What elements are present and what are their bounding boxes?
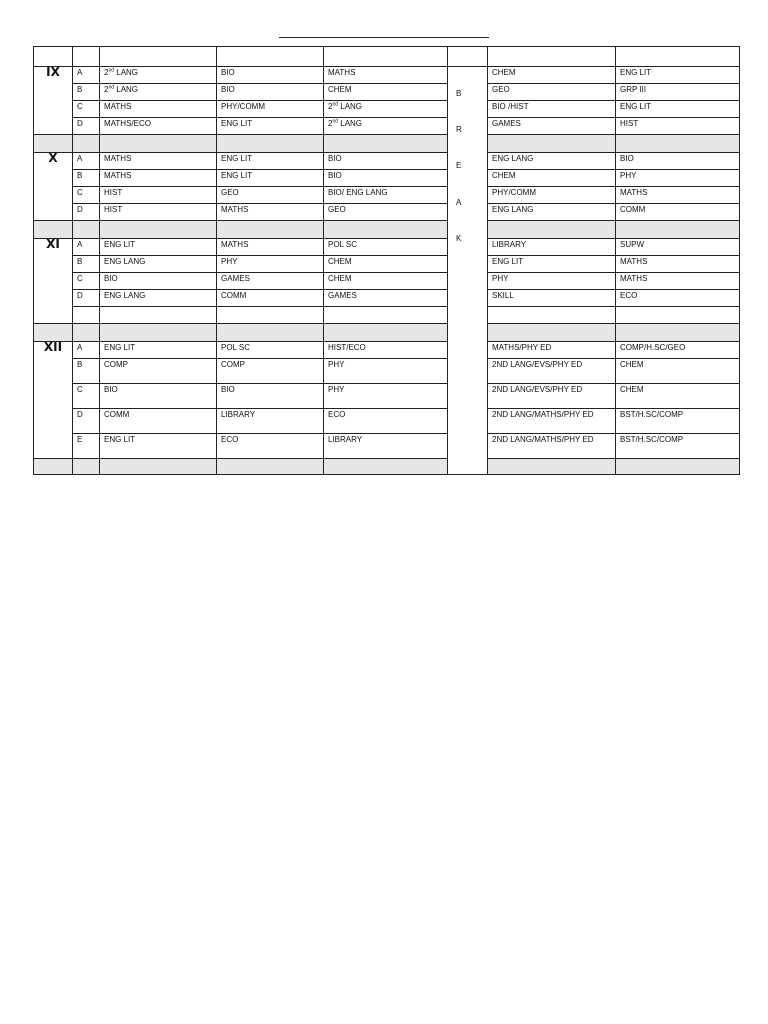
- table-row: [34, 153, 740, 170]
- period-5-cell: MATHS: [616, 273, 740, 290]
- period-4-cell: ENG LIT: [488, 256, 616, 273]
- period-5-cell: MATHS: [616, 256, 740, 273]
- section-cell: E: [73, 434, 100, 459]
- period-4-cell: PHY: [488, 273, 616, 290]
- period-2-cell: BIO: [217, 84, 324, 101]
- footer-cell: [488, 459, 616, 475]
- section-cell: C: [73, 101, 100, 118]
- table-row: [34, 409, 740, 434]
- period-5-cell: MATHS: [616, 187, 740, 204]
- period-5-cell: BST/H.SC/COMP: [616, 434, 740, 459]
- table-row: [34, 170, 740, 187]
- section-cell: A: [73, 342, 100, 359]
- period-4-cell: 2ND LANG/MATHS/PHY ED: [488, 409, 616, 434]
- period-5-cell: ECO: [616, 290, 740, 307]
- separator-cell: [324, 324, 448, 342]
- period-4-cell: ENG LANG: [488, 153, 616, 170]
- period-4-cell: 2ND LANG/MATHS/PHY ED: [488, 434, 616, 459]
- blank-cell: [73, 307, 100, 324]
- table-row: [34, 342, 740, 359]
- section-cell: D: [73, 118, 100, 135]
- period-4-cell: CHEM: [488, 67, 616, 84]
- separator-cell: [616, 135, 740, 153]
- period-4-cell: ENG LANG: [488, 204, 616, 221]
- section-cell: B: [73, 170, 100, 187]
- period-4-cell: LIBRARY: [488, 239, 616, 256]
- section-cell: B: [73, 256, 100, 273]
- period-1-cell: MATHS/ECO: [100, 118, 217, 135]
- period-3-cell: PHY: [324, 384, 448, 409]
- period-3-cell: ECO: [324, 409, 448, 434]
- period-1-cell: 2nd LANG: [100, 84, 217, 101]
- footer-cell: [217, 459, 324, 475]
- blank-cell: [324, 307, 448, 324]
- period-4-cell: MATHS/PHY ED: [488, 342, 616, 359]
- period-2-cell: ENG LIT: [217, 118, 324, 135]
- table-row: [34, 187, 740, 204]
- section-cell: A: [73, 239, 100, 256]
- period-1-cell: BIO: [100, 273, 217, 290]
- section-cell: A: [73, 153, 100, 170]
- separator-cell: [34, 135, 73, 153]
- header-cell: [100, 47, 217, 67]
- break-letter: B: [456, 89, 462, 98]
- header-cell: [73, 47, 100, 67]
- period-5-cell: BST/H.SC/COMP: [616, 409, 740, 434]
- header-row: [34, 47, 740, 67]
- table-row: [34, 256, 740, 273]
- blank-row: [34, 307, 740, 324]
- period-1-cell: ENG LANG: [100, 256, 217, 273]
- period-1-cell: MATHS: [100, 153, 217, 170]
- period-5-cell: CHEM: [616, 384, 740, 409]
- table-row: [34, 384, 740, 409]
- period-2-cell: POL SC: [217, 342, 324, 359]
- period-4-cell: 2ND LANG/EVS/PHY ED: [488, 384, 616, 409]
- period-2-cell: ENG LIT: [217, 170, 324, 187]
- period-2-cell: GEO: [217, 187, 324, 204]
- period-1-cell: HIST: [100, 187, 217, 204]
- header-cell: [217, 47, 324, 67]
- period-3-cell: CHEM: [324, 273, 448, 290]
- section-cell: C: [73, 384, 100, 409]
- table-row: [34, 290, 740, 307]
- period-1-cell: COMP: [100, 359, 217, 384]
- table-row: [34, 84, 740, 101]
- footer-cell: [100, 459, 217, 475]
- class-label: XI: [34, 239, 73, 324]
- period-2-cell: ECO: [217, 434, 324, 459]
- header-cell: [616, 47, 740, 67]
- separator-cell: [488, 324, 616, 342]
- break-letter: R: [456, 125, 462, 134]
- table-row: [34, 239, 740, 256]
- section-cell: C: [73, 273, 100, 290]
- footer-cell: [73, 459, 100, 475]
- separator-cell: [488, 221, 616, 239]
- break-letter: K: [456, 234, 462, 243]
- period-5-cell: HIST: [616, 118, 740, 135]
- class-label: IX: [34, 67, 73, 135]
- blank-cell: [616, 307, 740, 324]
- table-row: [34, 434, 740, 459]
- period-5-cell: PHY: [616, 170, 740, 187]
- header-cell: [488, 47, 616, 67]
- period-5-cell: CHEM: [616, 359, 740, 384]
- period-3-cell: POL SC: [324, 239, 448, 256]
- period-3-cell: 2nd LANG: [324, 118, 448, 135]
- separator-row: [34, 324, 740, 342]
- period-2-cell: MATHS: [217, 239, 324, 256]
- class-label: XII: [34, 342, 73, 459]
- break-column: [448, 67, 488, 475]
- period-1-cell: COMM: [100, 409, 217, 434]
- table-row: [34, 204, 740, 221]
- period-2-cell: PHY: [217, 256, 324, 273]
- period-1-cell: ENG LIT: [100, 342, 217, 359]
- period-3-cell: CHEM: [324, 84, 448, 101]
- period-2-cell: COMP: [217, 359, 324, 384]
- footer-cell: [34, 459, 73, 475]
- section-cell: B: [73, 359, 100, 384]
- period-5-cell: ENG LIT: [616, 101, 740, 118]
- timetable: [33, 46, 740, 475]
- period-3-cell: MATHS: [324, 67, 448, 84]
- period-2-cell: PHY/COMM: [217, 101, 324, 118]
- section-cell: D: [73, 409, 100, 434]
- separator-cell: [324, 135, 448, 153]
- period-3-cell: CHEM: [324, 256, 448, 273]
- period-3-cell: BIO: [324, 170, 448, 187]
- period-4-cell: GAMES: [488, 118, 616, 135]
- break-letter: A: [456, 198, 462, 207]
- break-letter: E: [456, 161, 462, 170]
- period-3-cell: 2nd LANG: [324, 101, 448, 118]
- blank-cell: [217, 307, 324, 324]
- period-3-cell: BIO: [324, 153, 448, 170]
- period-4-cell: GEO: [488, 84, 616, 101]
- period-5-cell: COMM: [616, 204, 740, 221]
- period-5-cell: GRP III: [616, 84, 740, 101]
- period-3-cell: BIO/ ENG LANG: [324, 187, 448, 204]
- section-cell: D: [73, 204, 100, 221]
- period-2-cell: MATHS: [217, 204, 324, 221]
- period-5-cell: COMP/H.SC/GEO: [616, 342, 740, 359]
- separator-cell: [217, 221, 324, 239]
- blank-cell: [488, 307, 616, 324]
- footer-cell: [616, 459, 740, 475]
- separator-cell: [34, 324, 73, 342]
- period-2-cell: BIO: [217, 67, 324, 84]
- period-3-cell: HIST/ECO: [324, 342, 448, 359]
- period-5-cell: ENG LIT: [616, 67, 740, 84]
- header-cell: [448, 47, 488, 67]
- period-1-cell: 2nd LANG: [100, 67, 217, 84]
- period-3-cell: PHY: [324, 359, 448, 384]
- table-row: [34, 101, 740, 118]
- separator-cell: [73, 135, 100, 153]
- separator-cell: [100, 324, 217, 342]
- section-cell: C: [73, 187, 100, 204]
- period-4-cell: PHY/COMM: [488, 187, 616, 204]
- separator-cell: [73, 221, 100, 239]
- separator-cell: [73, 324, 100, 342]
- section-cell: B: [73, 84, 100, 101]
- class-label: X: [34, 153, 73, 221]
- period-2-cell: ENG LIT: [217, 153, 324, 170]
- period-3-cell: GEO: [324, 204, 448, 221]
- period-2-cell: LIBRARY: [217, 409, 324, 434]
- period-1-cell: ENG LIT: [100, 434, 217, 459]
- separator-row: [34, 135, 740, 153]
- period-1-cell: BIO: [100, 384, 217, 409]
- table-row: [34, 118, 740, 135]
- table-row: [34, 359, 740, 384]
- period-2-cell: BIO: [217, 384, 324, 409]
- footer-row: [34, 459, 740, 475]
- separator-cell: [100, 221, 217, 239]
- section-cell: A: [73, 67, 100, 84]
- period-3-cell: GAMES: [324, 290, 448, 307]
- table-row: [34, 67, 740, 84]
- table-row: [34, 273, 740, 290]
- period-4-cell: BIO /HIST: [488, 101, 616, 118]
- period-4-cell: SKILL: [488, 290, 616, 307]
- separator-cell: [217, 135, 324, 153]
- separator-cell: [34, 221, 73, 239]
- separator-cell: [324, 221, 448, 239]
- separator-cell: [100, 135, 217, 153]
- separator-cell: [616, 324, 740, 342]
- period-1-cell: ENG LIT: [100, 239, 217, 256]
- separator-row: [34, 221, 740, 239]
- separator-cell: [488, 135, 616, 153]
- header-cell: [34, 47, 73, 67]
- period-5-cell: BIO: [616, 153, 740, 170]
- header-cell: [324, 47, 448, 67]
- period-1-cell: MATHS: [100, 170, 217, 187]
- period-1-cell: ENG LANG: [100, 290, 217, 307]
- separator-cell: [217, 324, 324, 342]
- period-2-cell: COMM: [217, 290, 324, 307]
- period-4-cell: CHEM: [488, 170, 616, 187]
- separator-cell: [616, 221, 740, 239]
- period-2-cell: GAMES: [217, 273, 324, 290]
- title-underline: [279, 37, 489, 38]
- period-4-cell: 2ND LANG/EVS/PHY ED: [488, 359, 616, 384]
- section-cell: D: [73, 290, 100, 307]
- blank-cell: [100, 307, 217, 324]
- period-3-cell: LIBRARY: [324, 434, 448, 459]
- period-1-cell: HIST: [100, 204, 217, 221]
- footer-cell: [324, 459, 448, 475]
- period-1-cell: MATHS: [100, 101, 217, 118]
- period-5-cell: SUPW: [616, 239, 740, 256]
